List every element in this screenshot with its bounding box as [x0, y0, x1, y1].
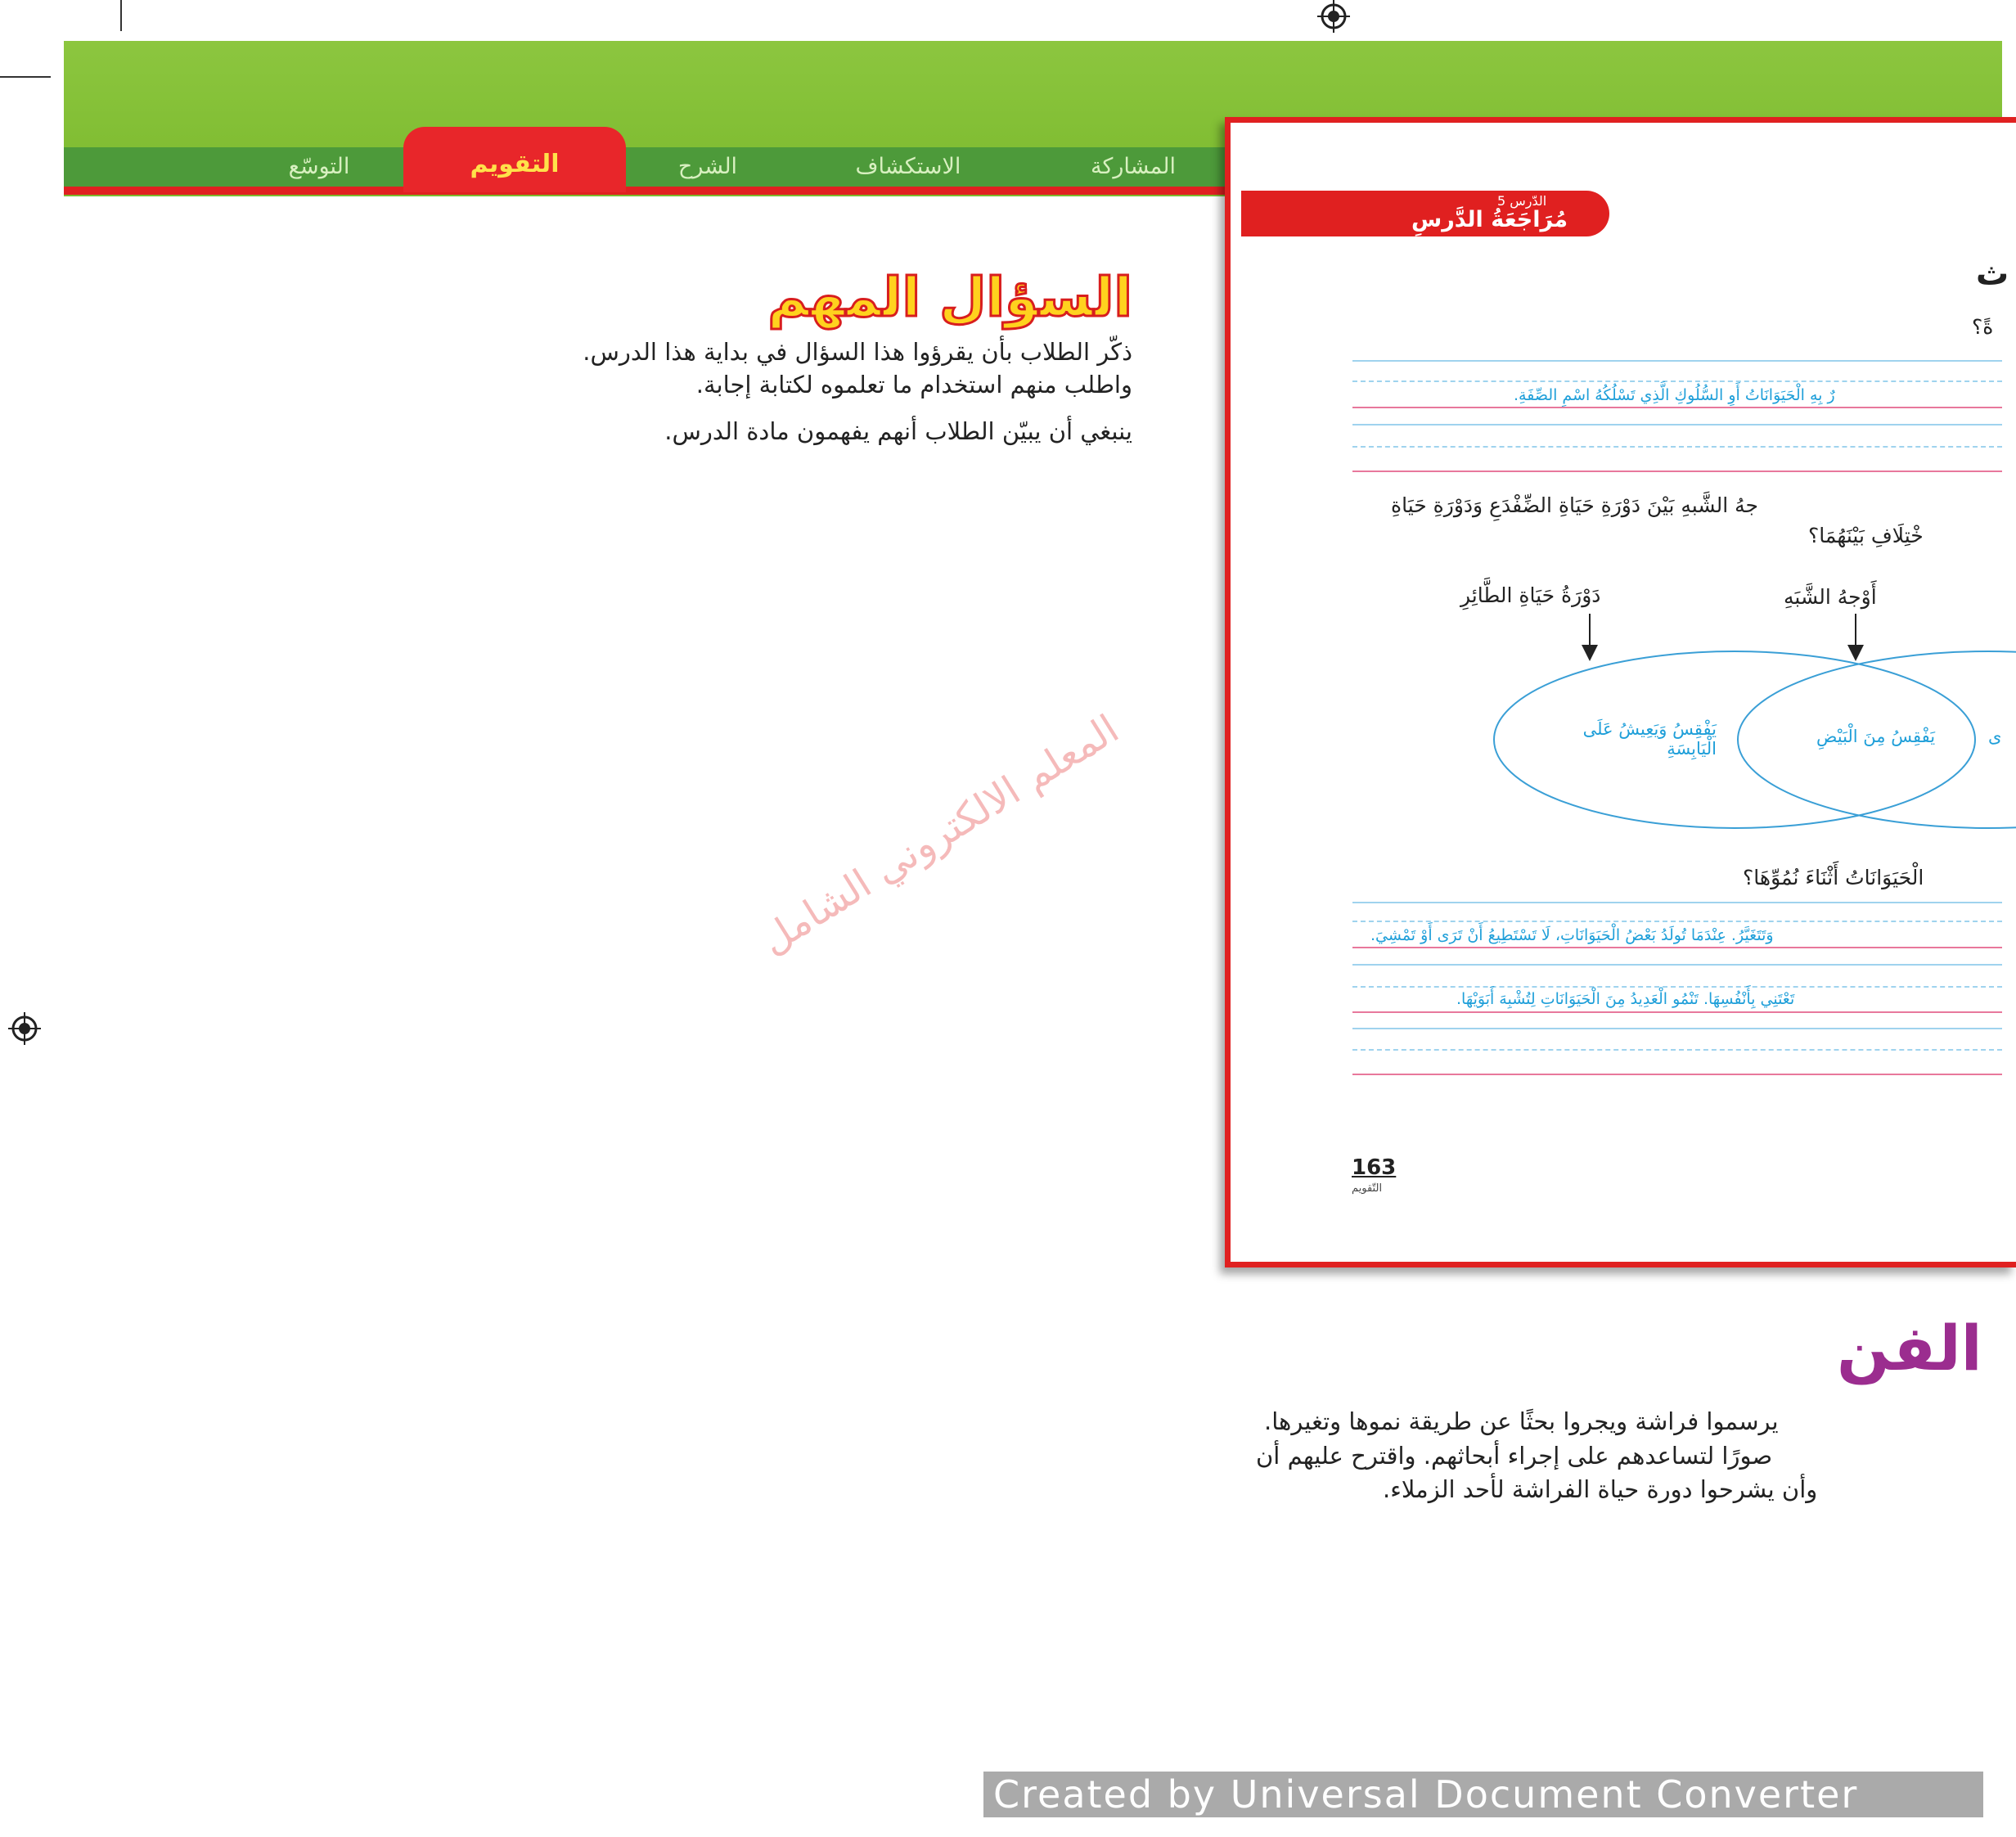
answer-3-line: تَعْتَنِي بِأَنْفُسِهَا. تَنْمُو الْعَدِيدُ مِنَ الْحَيَوَانَاتِ لِتُشْبِهَ أَبَوَيْهَا.: [1456, 990, 1795, 1008]
art-section-title: الفن: [1837, 1312, 1982, 1385]
tab-extension[interactable]: التوسّع: [288, 154, 350, 179]
essential-question-line: واطلب منهم استخدام ما تعلموه لكتابة إجابة.: [695, 371, 1132, 398]
venn-fragment: ى: [1988, 727, 2002, 746]
question-3-fragment: الْحَيَوَانَاتُ أَثْنَاءَ نُمُوِّهَا؟: [1743, 866, 1924, 889]
writing-line: [1352, 1028, 2002, 1029]
venn-both: يَفْقِسُ مِنَ الْبَيْضِ: [1816, 727, 1936, 746]
writing-line: [1352, 1011, 2002, 1013]
venn-bird-only: يَفْقِسُ وَيَعِيشُ عَلَى الْيَابِسَةِ: [1582, 719, 1717, 759]
lesson-number: الدّرس 5: [1497, 193, 1547, 209]
writing-line: [1352, 360, 2002, 362]
page-section-label: التّقويم: [1352, 1182, 1383, 1195]
art-text-line: صورًا لتساعدهم على إجراء أبحاثهم. واقترح عليهم أن: [1256, 1442, 1773, 1470]
answer-3-line: وَتَتَغَيَّرُ. عِنْدَمَا تُولَدُ بَعْضُ الْحَيَوَانَاتِ، لَا تَسْتَطِيعُ أَنْ تَرَى أَوْ تَمْشِيَ.: [1370, 926, 1774, 944]
writing-line: [1352, 921, 2002, 922]
writing-line: [1352, 1074, 2002, 1075]
art-text-line: وأن يشرحوا دورة حياة الفراشة لأحد الزملاء.: [1383, 1475, 1818, 1503]
writing-line: [1352, 446, 2002, 448]
lesson-title: مُرَاجَعَةُ الدَّرسِ: [1411, 207, 1568, 232]
writing-line: [1352, 380, 2002, 382]
registration-mark-icon: [1317, 0, 1350, 33]
registration-mark-icon: [8, 1012, 41, 1045]
writing-line: [1352, 424, 2002, 425]
writing-line: [1352, 1049, 2002, 1051]
venn-label-similarities: أَوْجهُ الشَّبَهِ: [1784, 585, 1877, 609]
writing-line: [1352, 947, 2002, 948]
question-2-line: خْتِلَافِ بَيْنَهُمَا؟: [1808, 524, 1924, 547]
essential-question-line: ينبغي أن يبيّن الطلاب أنهم يفهمون مادة الدرس.: [664, 417, 1132, 445]
converter-footer-text: Created by Universal Document Converter: [993, 1772, 1859, 1817]
page-number: 163: [1352, 1155, 1397, 1180]
art-text-line: يرسموا فراشة ويجروا بحثًا عن طريقة نموها وتغيرها.: [1264, 1407, 1779, 1435]
question-2-line: جهُ الشَّبهِ بَيْنَ دَوْرَةِ حَيَاةِ الضِّفْدَعِ وَدَوْرَةِ حَيَاةِ: [1391, 493, 1759, 517]
section-heading-fragment: ث: [1976, 255, 2009, 293]
tab-sharing[interactable]: المشاركة: [1090, 154, 1177, 179]
writing-line: [1352, 407, 2002, 408]
essential-question-line: ذكّر الطلاب بأن يقرؤوا هذا السؤال في بداية هذا الدرس.: [583, 338, 1132, 366]
writing-line: [1352, 471, 2002, 472]
watermark: المعلم الالكتروني الشامل: [753, 705, 1127, 964]
tab-exploration[interactable]: الاستكشاف: [855, 154, 961, 179]
answer-1: رٌ بِهِ الْحَيَوَانَاتُ أَوِ السُّلُوكِ الَّذِي تَسْلُكُهُ اسْمِ الصِّفَةِ.: [1514, 386, 1835, 404]
writing-line: [1352, 902, 2002, 903]
writing-line: [1352, 986, 2002, 988]
tab-explanation[interactable]: الشرح: [677, 154, 738, 179]
crop-mark-horizontal: [0, 76, 51, 78]
tab-underline: [64, 187, 1234, 195]
question-1-fragment: ةً؟: [1972, 315, 1994, 339]
crop-mark-vertical: [120, 0, 122, 31]
tab-evaluation[interactable]: التقويم: [403, 127, 626, 192]
essential-question-title: السؤال المهم: [767, 266, 1132, 329]
writing-line: [1352, 964, 2002, 966]
venn-label-bird: دَوْرَةُ حَيَاةِ الطَّائِرِ: [1460, 583, 1601, 607]
